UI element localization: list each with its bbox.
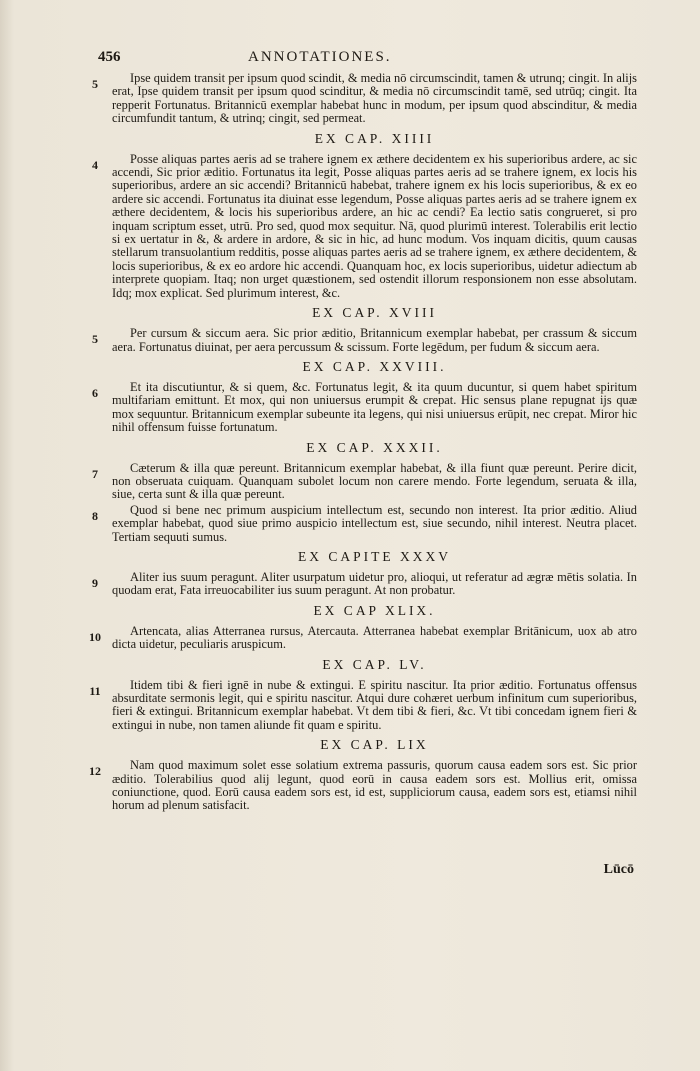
- annotation-entry: [92, 502, 637, 544]
- chapter-heading: EX CAP. XVIII: [312, 305, 437, 321]
- margin-note-number: 4: [92, 157, 98, 172]
- chapter-heading: EX CAP. XIIII: [314, 130, 435, 146]
- chapter-heading: EX CAP. XXXII.: [306, 439, 443, 455]
- annotation-entry: [89, 677, 637, 733]
- catchword: Lūcō: [603, 862, 634, 877]
- annotation-entry: [92, 569, 637, 598]
- annotation-text: Itidem tibi & fieri ignē in nube & extingui. E spiritu nascitur. Ita prior æditio. Fortunatus offensus absurditate sermonis legit, qui e spiritu nascitur. Atqui dure cohæret uerbum infinitum cum superioribus, fieri & extingui. Britannicum exemplar habebat. Vt dem tibi & fieri, &c. Vt tibi concedam ignem fieri & extingui in nube, non tamen aliunde fit quam e spiritu.: [112, 677, 637, 732]
- annotation-text: Et ita discutiuntur, & si quem, &c. Fortunatus legit, & ita quum ducuntur, si quem habet spiritum multifariam emittunt. Et mox, qui non uniuersus erumpit & crepat. Hic sensus plane repugnat ijs quæ mox sequuntur. Britannicum exemplar subeunte ita legens, qui nisi uniuersus erūpit, nec crepat. Miror hic nihil offensum fuisse fortunatum.: [112, 379, 637, 435]
- chapter-heading: EX CAP. LIX: [320, 737, 429, 753]
- annotation-text: Cæterum & illa quæ pereunt. Britannicum exemplar habebat, & illa fiunt quæ pereunt. Perire dicit, non obseruata cuiquam. Quanquam subolet locum non carere mendo. Forte legendum, seruata & illa, siue, certa sunt & illa quæ pereunt.: [112, 460, 637, 502]
- page-header: [98, 49, 638, 71]
- page-number: 456: [98, 49, 121, 65]
- margin-note-number: 5: [92, 77, 98, 91]
- chapter-heading: EX CAP XLIX.: [313, 602, 436, 618]
- annotation-entry: [92, 326, 637, 354]
- annotation-text: Ipse quidem transit per ipsum quod scindit, & media nō circumscindit, tamen & utrunq; cingit. In alijs erat, Ipse quidem transit per ipsum quod scinditur, & media nō circumscindit tamē, sed utrūq; cingit. Ita repperit Fortunatus. Britannicū exemplar habebat hunc in modum, per ipsum quod abscinditur, & media circumfundit tantum, & utrinq; cingit, sed permeat.: [112, 71, 637, 126]
- annotation-entry: [92, 151, 637, 300]
- chapter-heading: EX CAP. LV.: [322, 656, 427, 672]
- margin-note-number: 9: [92, 575, 98, 590]
- annotation-entry: [92, 71, 637, 126]
- annotations-body: [89, 71, 637, 815]
- annotation-text: Per cursum & siccum aera. Sic prior æditio, Britannicum exemplar habebat, per crassum & siccum aera. Fortunatus diuinat, per aera percussum & scissum. Forte legēdum, per fudum & siccum aera.: [112, 326, 637, 354]
- margin-note-number: 10: [89, 629, 101, 644]
- running-title: ANNOTATIONES.: [248, 49, 392, 65]
- margin-note-number: 12: [89, 764, 101, 779]
- annotation-entry: [89, 623, 637, 652]
- chapter-heading: EX CAP. XXVIII.: [302, 358, 447, 374]
- annotation-entry: [89, 758, 637, 813]
- annotation-text: Nam quod maximum solet esse solatium extrema passuris, quorum causa eadem sors est. Sic prior æditio. Tolerabilius quod alij legunt, quod eorū in causa eadem sors est. Mollius erit, omissa coniunctione, quod. Eorū causa eadem sors est, id est, suppliciorum causa, eadem sors est, etiamsi nihil horum ad plenum satisfacit.: [112, 758, 637, 813]
- annotation-text: Quod si bene nec primum auspicium intellectum est, secundo non interest. Ita prior æditio. Aliud exemplar habebat, quod siue primo auspicio intellectum est, siue secundo, nihil interest. Neutra placet. Tertiam sequuti sumus.: [112, 502, 637, 544]
- annotation-text: Aliter ius suum peragunt. Aliter usurpatum uidetur pro, alioqui, ut referatur ad ægræ mētis solatia. In quodam erat, Fata irreuocabiliter ius suum peragunt. At non probatur.: [112, 569, 637, 598]
- margin-note-number: 8: [92, 508, 98, 523]
- annotation-entry: [92, 379, 637, 435]
- chapter-heading: EX CAPITE XXXV: [298, 548, 451, 564]
- margin-note-number: 5: [92, 332, 98, 347]
- margin-note-number: 6: [92, 385, 98, 400]
- margin-note-number: 7: [92, 466, 98, 481]
- annotation-text: Posse aliquas partes aeris ad se trahere ignem ex æthere decidentem ex his superioribus ardere, ac sic accendi, Sic prior æditio. Fortunatus ita legit, Posse aliquas partes aeris ad se trahere ignem, ex locis his superioribus, ardere an sic accendi? Britannicū habebat, trahere ignem ex his locis superioribus, & ex eo ardere sic accendi. Fortunatus ita diuinat esse legendum, Posse aliquas partes aeris ad se trahere ignem ex æthere decidentem, & locis his superioribus ardere, an hic ac cendi? Ea lectio satis congrueret, si pro inquam scriptum esset, utrū. Pro sed, quod mox sequitur. Nā, quod plurimū interest. Tolerabilis erit lectio si ex uertatur in &, & ardere in ardore, & sic in hic, ad hunc modum. Vos inquam dicitis, quum causas stellarum transuolantium redditis, posse aliquas partes aeris ad se trahere ignem, ex æthere decidentem, & locis superioribus, & ex eo ardore hic accendi. Quanquam hoc, ex locis superioribus, uidetur adiectum ab interprete quopiam. Itaq; non urget quæstionem, sed ostendit illorum responsionem non esse absolutam. Idq; mox explicat. Sed plurimum interest, &c.: [112, 151, 637, 300]
- margin-note-number: 11: [89, 683, 101, 698]
- annotation-entry: [92, 460, 637, 502]
- annotation-text: Artencata, alias Atterranea rursus, Atercauta. Atterranea habebat exemplar Britānicum, uox ab atro dicta uidetur, peculiaris aruspicum.: [112, 623, 637, 652]
